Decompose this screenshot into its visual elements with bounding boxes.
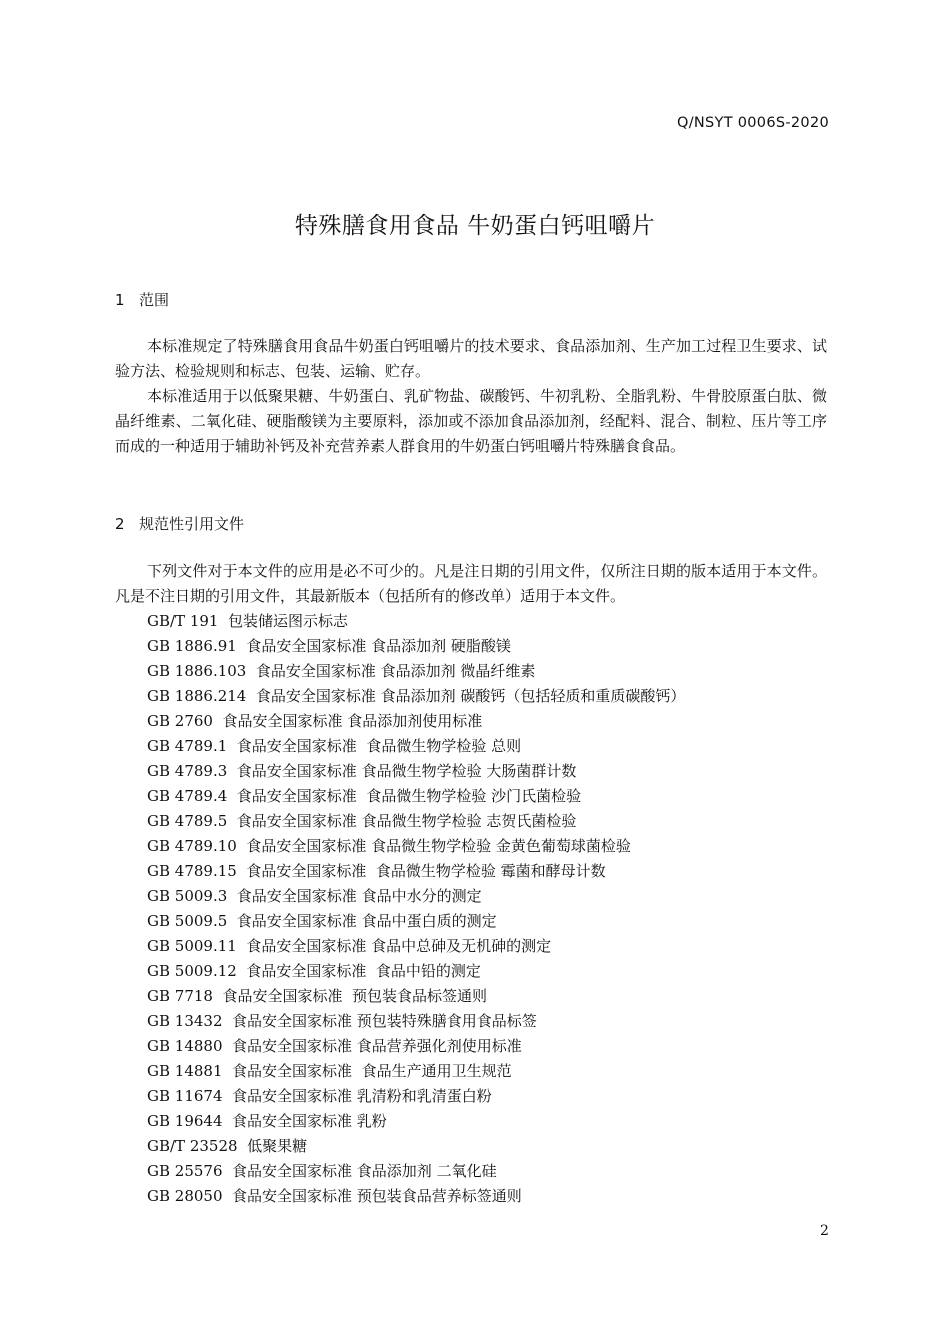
reference-item: GB 7718 食品安全国家标准 预包装食品标签通则	[147, 987, 488, 1005]
reference-item: GB 11674 食品安全国家标准 乳清粉和乳清蛋白粉	[147, 1087, 492, 1105]
reference-item: GB 14881 食品安全国家标准 食品生产通用卫生规范	[147, 1062, 512, 1080]
reference-item: GB 4789.5 食品安全国家标准 食品微生物学检验 志贺氏菌检验	[147, 812, 577, 830]
reference-item: GB 28050 食品安全国家标准 预包装食品营养标签通则	[147, 1187, 522, 1205]
reference-item: GB 1886.214 食品安全国家标准 食品添加剂 碳酸钙（包括轻质和重质碳酸钙）	[147, 687, 686, 705]
reference-item: GB 13432 食品安全国家标准 预包装特殊膳食用食品标签	[147, 1012, 537, 1030]
section-number: 1	[115, 291, 125, 309]
reference-item: GB 5009.3 食品安全国家标准 食品中水分的测定	[147, 887, 482, 905]
reference-item: GB 4789.3 食品安全国家标准 食品微生物学检验 大肠菌群计数	[147, 762, 577, 780]
references-intro-paragraph: 下列文件对于本文件的应用是必不可少的。凡是注日期的引用文件，仅所注日期的版本适用于本文件。凡是不注日期的引用文件，其最新版本（包括所有的修改单）适用于本文件。	[115, 562, 827, 605]
document-id: Q/NSYT 0006S-2020	[676, 115, 829, 131]
document-title: 特殊膳食用食品 牛奶蛋白钙咀嚼片	[294, 213, 656, 239]
reference-item: GB/T 191 包装储运图示标志	[147, 612, 348, 630]
reference-item: GB/T 23528 低聚果糖	[147, 1137, 308, 1155]
section-number: 2	[115, 515, 125, 533]
page-number: 2	[820, 1223, 829, 1239]
reference-item: GB 2760 食品安全国家标准 食品添加剂使用标准	[147, 712, 483, 730]
reference-item: GB 4789.1 食品安全国家标准 食品微生物学检验 总则	[147, 737, 522, 755]
reference-item: GB 4789.15 食品安全国家标准 食品微生物学检验 霉菌和酵母计数	[147, 862, 606, 880]
reference-item: GB 5009.5 食品安全国家标准 食品中蛋白质的测定	[147, 912, 497, 930]
scope-paragraph-1: 本标准规定了特殊膳食用食品牛奶蛋白钙咀嚼片的技术要求、食品添加剂、生产加工过程卫生要求、试验方法、检验规则和标志、包装、运输、贮存。	[115, 337, 827, 380]
reference-item: GB 4789.4 食品安全国家标准 食品微生物学检验 沙门氏菌检验	[147, 787, 582, 805]
reference-item: GB 25576 食品安全国家标准 食品添加剂 二氧化硅	[147, 1162, 497, 1180]
scope-paragraph-2: 本标准适用于以低聚果糖、牛奶蛋白、乳矿物盐、碳酸钙、牛初乳粉、全脂乳粉、牛骨胶原蛋白肽、微晶纤维素、二氧化硅、硬脂酸镁为主要原料，添加或不添加食品添加剂，经配料、混合、制粒、压片等工序而成的一种适用于辅助补钙及补充营养素人群食用的牛奶蛋白钙咀嚼片特殊膳食食品。	[115, 387, 827, 455]
section-heading-scope	[115, 289, 169, 310]
reference-item: GB 14880 食品安全国家标准 食品营养强化剂使用标准	[147, 1037, 522, 1055]
reference-item: GB 19644 食品安全国家标准 乳粉	[147, 1112, 387, 1130]
reference-item: GB 4789.10 食品安全国家标准 食品微生物学检验 金黄色葡萄球菌检验	[147, 837, 631, 855]
section-title: 范围	[139, 291, 170, 309]
section-title: 规范性引用文件	[139, 515, 245, 533]
reference-item: GB 5009.11 食品安全国家标准 食品中总砷及无机砷的测定	[147, 937, 552, 955]
section-heading-normative-references	[115, 513, 244, 534]
reference-item: GB 5009.12 食品安全国家标准 食品中铅的测定	[147, 962, 481, 980]
reference-item: GB 1886.103 食品安全国家标准 食品添加剂 微晶纤维素	[147, 662, 536, 680]
reference-item: GB 1886.91 食品安全国家标准 食品添加剂 硬脂酸镁	[147, 637, 511, 655]
